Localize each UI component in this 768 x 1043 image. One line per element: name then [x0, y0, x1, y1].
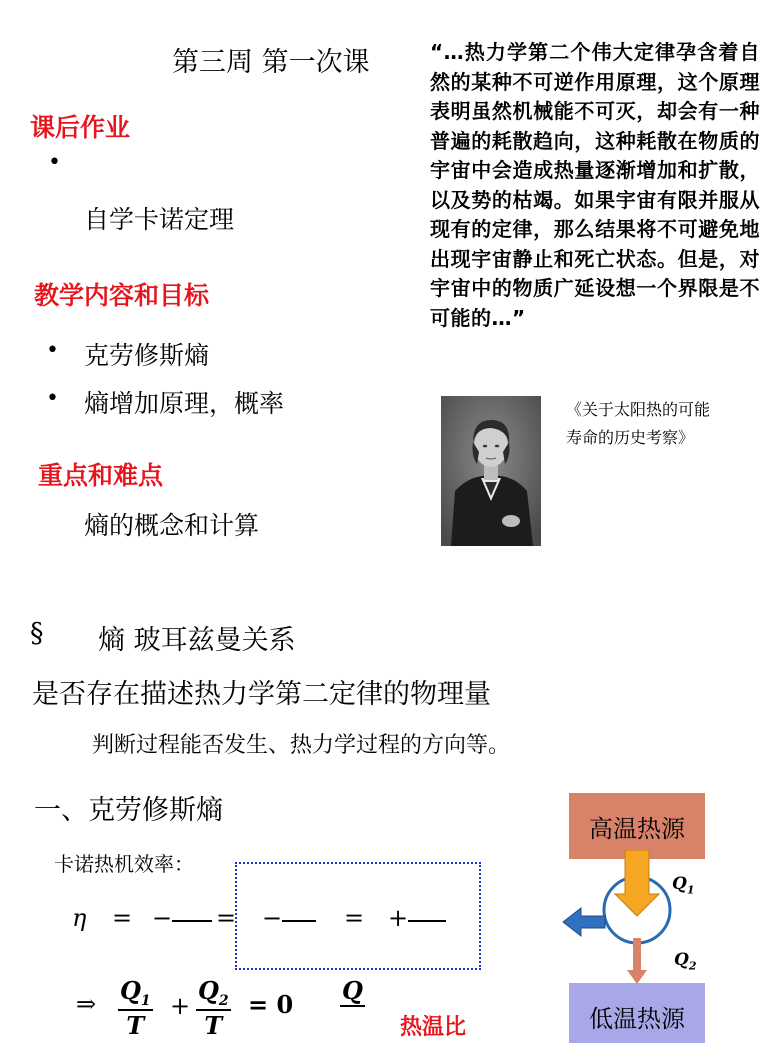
equals-zero: = 0: [248, 990, 294, 1019]
q1-label: [672, 874, 694, 896]
q2-arrow-shaft: [633, 938, 641, 972]
frac2-sub: 2: [218, 992, 229, 1009]
eq-plus: +: [388, 904, 409, 932]
caption-line-1: 《关于太阳热的可能: [566, 400, 711, 419]
content-heading: 教学内容和目标: [34, 281, 210, 310]
hot-reservoir: 高温热源: [569, 793, 705, 859]
frac2-num: Q: [198, 976, 219, 1005]
frac-q-t: [340, 976, 365, 1036]
kelvin-quote: “…热力学第二个伟大定律孕含着自然的某种不可逆作用原理，这个原理表明虽然机械能不可灭，却会有一种普遍的耗散趋向，这种耗散在物质的宇宙中会造成热量逐渐增加和扩散，以及势的枯竭。如果宇宙有限并服从现有的定律，那么结果将不可避免地出现宇宙静止和死亡状态。但是，对宇宙中的物质广延设想一个界限是不可能的…”: [430, 40, 760, 330]
frac1-sub: 1: [140, 992, 151, 1009]
content-item-1: 克劳修斯熵: [84, 341, 210, 370]
portrait-image: [441, 396, 541, 546]
lecture-title: 第三周 第一次课: [172, 47, 370, 78]
fraction-bar-3: [408, 920, 446, 922]
plus-sign: +: [170, 992, 191, 1020]
eq-minus-2: −: [262, 904, 283, 932]
eq-sign-2: =: [216, 904, 237, 932]
eq-minus-1: −: [152, 904, 173, 932]
content-bullet-1: •: [46, 338, 59, 363]
frac2-den: T: [204, 1010, 223, 1040]
q2-text: Q: [674, 950, 689, 970]
q2-arrow-icon: [627, 970, 647, 984]
fraction-bar-2: [282, 920, 316, 922]
clausius-heading: 一、克劳修斯熵: [34, 795, 223, 826]
portrait-drawing: [441, 396, 541, 546]
homework-item: 自学卡诺定理: [84, 205, 235, 234]
content-bullet-2: •: [46, 386, 59, 411]
q1-text: Q: [672, 874, 687, 894]
frac1-den: T: [126, 1010, 145, 1040]
caption-line-2: 寿命的历史考察》: [566, 428, 695, 447]
fraction-bar-1: [172, 920, 212, 922]
frac-q2-t2: [196, 976, 231, 1040]
section-question: 是否存在描述热力学第二定律的物理量: [32, 679, 491, 710]
q2-sub: 2: [688, 959, 697, 973]
eta-symbol: η: [72, 904, 87, 932]
section-sub: 判断过程能否发生、热力学过程的方向等。: [92, 733, 511, 758]
frac1-num: Q: [120, 976, 141, 1005]
content-item-2: 熵增加原理，概率: [84, 389, 285, 418]
section-title: 熵 玻耳兹曼关系: [98, 625, 296, 656]
eq-sign-1: =: [112, 904, 133, 932]
implies-symbol: ⇒: [76, 990, 97, 1018]
cold-reservoir: 低温热源: [569, 983, 705, 1043]
efficiency-label: 卡诺热机效率：: [54, 852, 194, 876]
engine-diagram: [555, 850, 735, 990]
section-symbol: §: [30, 618, 44, 649]
eq-sign-3: =: [344, 904, 365, 932]
heat-temperature-ratio: 热温比: [400, 1015, 467, 1040]
frac-q1-t1: [118, 976, 153, 1040]
q1-sub: 1: [686, 883, 695, 897]
homework-bullet: •: [48, 150, 61, 175]
quote-source: [566, 396, 756, 452]
keypoints-heading: 重点和难点: [38, 461, 164, 490]
keypoints-item: 熵的概念和计算: [84, 511, 260, 540]
homework-heading: 课后作业: [30, 113, 131, 142]
frac3-num: Q: [342, 976, 363, 1005]
work-arrow-icon: [563, 908, 605, 936]
q2-label: [674, 950, 696, 972]
